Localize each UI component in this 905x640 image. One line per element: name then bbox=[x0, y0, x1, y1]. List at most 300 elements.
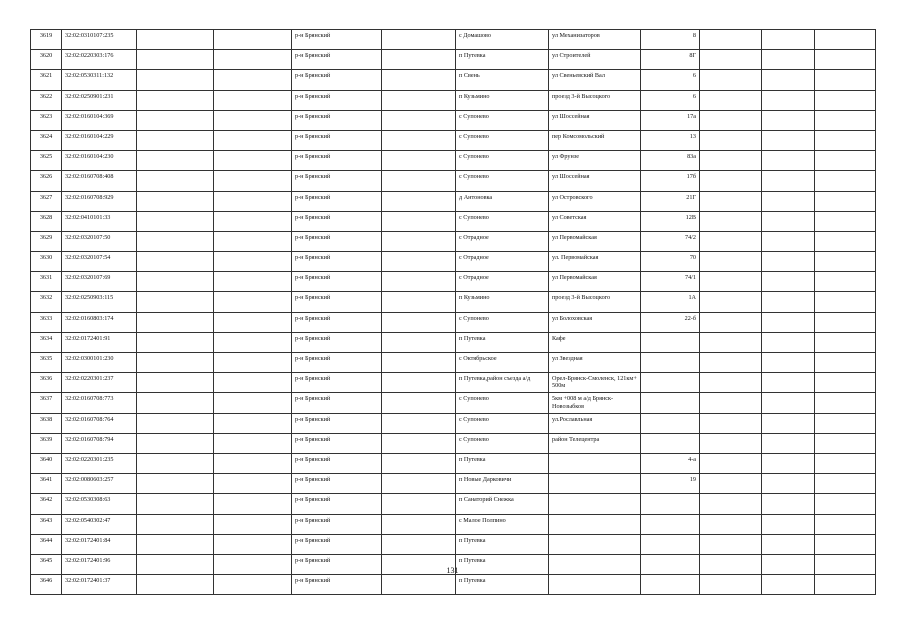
empty-cell bbox=[214, 373, 292, 393]
street-cell bbox=[549, 514, 641, 534]
empty-cell bbox=[137, 393, 214, 413]
empty-cell bbox=[700, 312, 762, 332]
empty-cell bbox=[762, 534, 815, 554]
district-cell: р-н Брянский bbox=[292, 534, 382, 554]
row-number-cell: 3643 bbox=[31, 514, 62, 534]
empty-cell bbox=[137, 474, 214, 494]
empty-cell bbox=[700, 231, 762, 251]
cadastral-number-cell: 32:02:0320107:69 bbox=[62, 272, 137, 292]
settlement-cell: с Супонево bbox=[456, 312, 549, 332]
cadastral-number-cell: 32:02:0160803:174 bbox=[62, 312, 137, 332]
district-cell: р-н Брянский bbox=[292, 332, 382, 352]
empty-cell bbox=[382, 353, 456, 373]
street-cell: ул Строителей bbox=[549, 50, 641, 70]
empty-cell bbox=[382, 110, 456, 130]
empty-cell bbox=[382, 332, 456, 352]
house-number-cell: 74/1 bbox=[641, 272, 700, 292]
table-row bbox=[31, 514, 876, 534]
empty-cell bbox=[700, 514, 762, 534]
cadastral-number-cell: 32:02:0220301:237 bbox=[62, 373, 137, 393]
house-number-cell bbox=[641, 433, 700, 453]
empty-cell bbox=[815, 332, 876, 352]
cadastral-number-cell: 32:02:0172401:84 bbox=[62, 534, 137, 554]
empty-cell bbox=[700, 534, 762, 554]
row-number-cell: 3619 bbox=[31, 30, 62, 50]
empty-cell bbox=[214, 171, 292, 191]
table-row bbox=[31, 292, 876, 312]
district-cell: р-н Брянский bbox=[292, 50, 382, 70]
empty-cell bbox=[815, 312, 876, 332]
district-cell: р-н Брянский bbox=[292, 494, 382, 514]
empty-cell bbox=[382, 494, 456, 514]
empty-cell bbox=[700, 453, 762, 473]
empty-cell bbox=[762, 413, 815, 433]
empty-cell bbox=[700, 151, 762, 171]
empty-cell bbox=[815, 494, 876, 514]
empty-cell bbox=[700, 90, 762, 110]
street-cell: ул Болоховская bbox=[549, 312, 641, 332]
empty-cell bbox=[137, 373, 214, 393]
empty-cell bbox=[762, 272, 815, 292]
settlement-cell: с Отрадное bbox=[456, 272, 549, 292]
district-cell: р-н Брянский bbox=[292, 272, 382, 292]
empty-cell bbox=[382, 171, 456, 191]
cadastral-number-cell: 32:02:0540302:47 bbox=[62, 514, 137, 534]
settlement-cell: п Свень bbox=[456, 70, 549, 90]
empty-cell bbox=[137, 272, 214, 292]
empty-cell bbox=[382, 130, 456, 150]
empty-cell bbox=[382, 70, 456, 90]
street-cell: ул Звездная bbox=[549, 353, 641, 373]
empty-cell bbox=[137, 50, 214, 70]
row-number-cell: 3641 bbox=[31, 474, 62, 494]
empty-cell bbox=[700, 50, 762, 70]
empty-cell bbox=[214, 90, 292, 110]
cadastral-number-cell: 32:02:0160708:929 bbox=[62, 191, 137, 211]
district-cell: р-н Брянский bbox=[292, 393, 382, 413]
empty-cell bbox=[214, 130, 292, 150]
empty-cell bbox=[214, 50, 292, 70]
empty-cell bbox=[382, 272, 456, 292]
cadastral-number-cell: 32:02:0310107:235 bbox=[62, 30, 137, 50]
row-number-cell: 3620 bbox=[31, 50, 62, 70]
table-row bbox=[31, 151, 876, 171]
settlement-cell: с Октябрьское bbox=[456, 353, 549, 373]
settlement-cell: д Антоновка bbox=[456, 191, 549, 211]
empty-cell bbox=[700, 575, 762, 595]
empty-cell bbox=[762, 90, 815, 110]
empty-cell bbox=[137, 534, 214, 554]
empty-cell bbox=[762, 393, 815, 413]
empty-cell bbox=[815, 575, 876, 595]
empty-cell bbox=[214, 211, 292, 231]
empty-cell bbox=[214, 252, 292, 272]
empty-cell bbox=[700, 171, 762, 191]
street-cell bbox=[549, 534, 641, 554]
row-number-cell: 3640 bbox=[31, 453, 62, 473]
empty-cell bbox=[214, 413, 292, 433]
district-cell: р-н Брянский bbox=[292, 90, 382, 110]
empty-cell bbox=[137, 413, 214, 433]
row-number-cell: 3636 bbox=[31, 373, 62, 393]
empty-cell bbox=[762, 70, 815, 90]
district-cell: р-н Брянский bbox=[292, 474, 382, 494]
table-row bbox=[31, 433, 876, 453]
row-number-cell: 3627 bbox=[31, 191, 62, 211]
empty-cell bbox=[137, 353, 214, 373]
district-cell: р-н Брянский bbox=[292, 191, 382, 211]
empty-cell bbox=[382, 373, 456, 393]
settlement-cell: п Новые Дарковичи bbox=[456, 474, 549, 494]
settlement-cell: п Кузьмино bbox=[456, 292, 549, 312]
cadastral-number-cell: 32:02:0160104:230 bbox=[62, 151, 137, 171]
empty-cell bbox=[137, 252, 214, 272]
empty-cell bbox=[137, 191, 214, 211]
table-row bbox=[31, 70, 876, 90]
empty-cell bbox=[762, 231, 815, 251]
table-row bbox=[31, 272, 876, 292]
empty-cell bbox=[137, 514, 214, 534]
empty-cell bbox=[382, 231, 456, 251]
empty-cell bbox=[137, 211, 214, 231]
table-body bbox=[31, 30, 876, 595]
settlement-cell: с Супонево bbox=[456, 151, 549, 171]
table-row bbox=[31, 413, 876, 433]
street-cell: ул Шоссейная bbox=[549, 171, 641, 191]
street-cell: ул.Рославльная bbox=[549, 413, 641, 433]
empty-cell bbox=[214, 312, 292, 332]
table-row bbox=[31, 575, 876, 595]
street-cell bbox=[549, 453, 641, 473]
empty-cell bbox=[382, 514, 456, 534]
row-number-cell: 3635 bbox=[31, 353, 62, 373]
house-number-cell bbox=[641, 332, 700, 352]
district-cell: р-н Брянский bbox=[292, 171, 382, 191]
empty-cell bbox=[815, 171, 876, 191]
district-cell: р-н Брянский bbox=[292, 110, 382, 130]
table-row bbox=[31, 373, 876, 393]
house-number-cell: 83а bbox=[641, 151, 700, 171]
street-cell bbox=[549, 575, 641, 595]
district-cell: р-н Брянский bbox=[292, 292, 382, 312]
cadastral-number-cell: 32:02:0250903:115 bbox=[62, 292, 137, 312]
settlement-cell: с Домашово bbox=[456, 30, 549, 50]
empty-cell bbox=[382, 453, 456, 473]
cadastral-number-cell: 32:02:0530311:132 bbox=[62, 70, 137, 90]
row-number-cell: 3638 bbox=[31, 413, 62, 433]
house-number-cell bbox=[641, 534, 700, 554]
table-row bbox=[31, 353, 876, 373]
table-row bbox=[31, 494, 876, 514]
empty-cell bbox=[700, 494, 762, 514]
house-number-cell: 19 bbox=[641, 474, 700, 494]
district-cell: р-н Брянский bbox=[292, 575, 382, 595]
cadastral-number-cell: 32:02:0172401:96 bbox=[62, 554, 137, 574]
row-number-cell: 3622 bbox=[31, 90, 62, 110]
empty-cell bbox=[137, 110, 214, 130]
house-number-cell bbox=[641, 413, 700, 433]
empty-cell bbox=[815, 252, 876, 272]
empty-cell bbox=[700, 30, 762, 50]
house-number-cell: 8 bbox=[641, 30, 700, 50]
house-number-cell bbox=[641, 575, 700, 595]
district-cell: р-н Брянский bbox=[292, 231, 382, 251]
cadastral-number-cell: 32:02:0172401:37 bbox=[62, 575, 137, 595]
empty-cell bbox=[137, 30, 214, 50]
cadastral-number-cell: 32:02:0160104:369 bbox=[62, 110, 137, 130]
empty-cell bbox=[815, 191, 876, 211]
empty-cell bbox=[762, 30, 815, 50]
empty-cell bbox=[700, 130, 762, 150]
district-cell: р-н Брянский bbox=[292, 151, 382, 171]
empty-cell bbox=[214, 514, 292, 534]
house-number-cell: 21Г bbox=[641, 191, 700, 211]
street-cell: пер Комсомольский bbox=[549, 130, 641, 150]
street-cell: Кафе bbox=[549, 332, 641, 352]
house-number-cell: 13 bbox=[641, 130, 700, 150]
empty-cell bbox=[214, 453, 292, 473]
district-cell: р-н Брянский bbox=[292, 554, 382, 574]
empty-cell bbox=[815, 110, 876, 130]
table-row bbox=[31, 90, 876, 110]
row-number-cell: 3644 bbox=[31, 534, 62, 554]
house-number-cell bbox=[641, 353, 700, 373]
empty-cell bbox=[382, 191, 456, 211]
empty-cell bbox=[762, 575, 815, 595]
empty-cell bbox=[214, 30, 292, 50]
table-row bbox=[31, 252, 876, 272]
settlement-cell: п Путевка,район съезда а/д bbox=[456, 373, 549, 393]
empty-cell bbox=[815, 50, 876, 70]
row-number-cell: 3646 bbox=[31, 575, 62, 595]
cadastral-number-cell: 32:02:0250901:231 bbox=[62, 90, 137, 110]
cadastral-number-cell: 32:02:0160708:794 bbox=[62, 433, 137, 453]
empty-cell bbox=[700, 353, 762, 373]
settlement-cell: с Супонево bbox=[456, 110, 549, 130]
empty-cell bbox=[762, 110, 815, 130]
row-number-cell: 3629 bbox=[31, 231, 62, 251]
empty-cell bbox=[700, 292, 762, 312]
empty-cell bbox=[214, 433, 292, 453]
settlement-cell: п Путевка bbox=[456, 534, 549, 554]
district-cell: р-н Брянский bbox=[292, 252, 382, 272]
street-cell: проезд 3-й Высоцкого bbox=[549, 292, 641, 312]
cadastral-number-cell: 32:02:0530308:63 bbox=[62, 494, 137, 514]
empty-cell bbox=[137, 90, 214, 110]
empty-cell bbox=[762, 353, 815, 373]
empty-cell bbox=[382, 534, 456, 554]
row-number-cell: 3623 bbox=[31, 110, 62, 130]
cadastral-number-cell: 32:02:0160708:408 bbox=[62, 171, 137, 191]
empty-cell bbox=[137, 453, 214, 473]
table-row bbox=[31, 453, 876, 473]
empty-cell bbox=[382, 575, 456, 595]
street-cell bbox=[549, 474, 641, 494]
empty-cell bbox=[815, 70, 876, 90]
empty-cell bbox=[815, 453, 876, 473]
table-row bbox=[31, 474, 876, 494]
street-cell: ул Советская bbox=[549, 211, 641, 231]
empty-cell bbox=[382, 292, 456, 312]
settlement-cell: с Малое Полпино bbox=[456, 514, 549, 534]
empty-cell bbox=[815, 393, 876, 413]
empty-cell bbox=[214, 474, 292, 494]
table-row bbox=[31, 332, 876, 352]
table-row bbox=[31, 393, 876, 413]
street-cell: ул Шоссейная bbox=[549, 110, 641, 130]
empty-cell bbox=[214, 231, 292, 251]
street-cell bbox=[549, 494, 641, 514]
empty-cell bbox=[815, 130, 876, 150]
table-row bbox=[31, 50, 876, 70]
settlement-cell: с Супонево bbox=[456, 393, 549, 413]
empty-cell bbox=[815, 30, 876, 50]
row-number-cell: 3624 bbox=[31, 130, 62, 150]
street-cell: Орел-Брянск-Смоленск, 121км+ 500м bbox=[549, 373, 641, 393]
district-cell: р-н Брянский bbox=[292, 211, 382, 231]
house-number-cell: 74/2 bbox=[641, 231, 700, 251]
settlement-cell: с Супонево bbox=[456, 413, 549, 433]
empty-cell bbox=[762, 50, 815, 70]
house-number-cell: 70 bbox=[641, 252, 700, 272]
settlement-cell: п Путевка bbox=[456, 554, 549, 574]
house-number-cell bbox=[641, 514, 700, 534]
settlement-cell: с Отрадное bbox=[456, 252, 549, 272]
table-row bbox=[31, 231, 876, 251]
empty-cell bbox=[762, 494, 815, 514]
empty-cell bbox=[382, 393, 456, 413]
street-cell: ул. Первомайская bbox=[549, 252, 641, 272]
house-number-cell bbox=[641, 373, 700, 393]
empty-cell bbox=[214, 70, 292, 90]
empty-cell bbox=[137, 433, 214, 453]
settlement-cell: п Кузьмино bbox=[456, 90, 549, 110]
settlement-cell: п Санаторий Снежка bbox=[456, 494, 549, 514]
row-number-cell: 3634 bbox=[31, 332, 62, 352]
house-number-cell: 22-б bbox=[641, 312, 700, 332]
house-number-cell: 17а bbox=[641, 110, 700, 130]
empty-cell bbox=[762, 191, 815, 211]
empty-cell bbox=[762, 252, 815, 272]
settlement-cell: с Супонево bbox=[456, 171, 549, 191]
empty-cell bbox=[137, 312, 214, 332]
empty-cell bbox=[762, 373, 815, 393]
settlement-cell: п Путевка bbox=[456, 575, 549, 595]
street-cell: 5км +008 м а/д Брянск-Новозыбков bbox=[549, 393, 641, 413]
empty-cell bbox=[214, 534, 292, 554]
empty-cell bbox=[214, 353, 292, 373]
empty-cell bbox=[137, 575, 214, 595]
empty-cell bbox=[700, 191, 762, 211]
empty-cell bbox=[382, 312, 456, 332]
street-cell: ул Свеньевский Вал bbox=[549, 70, 641, 90]
settlement-cell: п Путевка bbox=[456, 50, 549, 70]
row-number-cell: 3626 bbox=[31, 171, 62, 191]
house-number-cell: 4-а bbox=[641, 453, 700, 473]
empty-cell bbox=[815, 353, 876, 373]
cadastral-number-cell: 32:02:0172401:91 bbox=[62, 332, 137, 352]
row-number-cell: 3637 bbox=[31, 393, 62, 413]
house-number-cell bbox=[641, 393, 700, 413]
empty-cell bbox=[700, 474, 762, 494]
cadastral-number-cell: 32:02:0320107:50 bbox=[62, 231, 137, 251]
cadastral-number-cell: 32:02:0300101:230 bbox=[62, 353, 137, 373]
cadastral-number-cell: 32:02:0220303:176 bbox=[62, 50, 137, 70]
empty-cell bbox=[137, 130, 214, 150]
district-cell: р-н Брянский bbox=[292, 312, 382, 332]
cadastral-number-cell: 32:02:0410101:33 bbox=[62, 211, 137, 231]
street-cell: проезд 3-й Высоцкого bbox=[549, 90, 641, 110]
table-row bbox=[31, 534, 876, 554]
empty-cell bbox=[762, 453, 815, 473]
empty-cell bbox=[815, 514, 876, 534]
page-number: 131 bbox=[446, 566, 459, 575]
row-number-cell: 3632 bbox=[31, 292, 62, 312]
registry-table bbox=[30, 29, 876, 595]
empty-cell bbox=[214, 272, 292, 292]
empty-cell bbox=[700, 332, 762, 352]
settlement-cell: с Отрадное bbox=[456, 231, 549, 251]
district-cell: р-н Брянский bbox=[292, 70, 382, 90]
empty-cell bbox=[382, 151, 456, 171]
empty-cell bbox=[762, 474, 815, 494]
house-number-cell: 8Г bbox=[641, 50, 700, 70]
empty-cell bbox=[762, 332, 815, 352]
empty-cell bbox=[382, 252, 456, 272]
empty-cell bbox=[700, 433, 762, 453]
street-cell: ул Первомайская bbox=[549, 272, 641, 292]
empty-cell bbox=[137, 332, 214, 352]
empty-cell bbox=[382, 474, 456, 494]
empty-cell bbox=[700, 70, 762, 90]
empty-cell bbox=[137, 292, 214, 312]
district-cell: р-н Брянский bbox=[292, 433, 382, 453]
street-cell: ул Островского bbox=[549, 191, 641, 211]
house-number-cell bbox=[641, 494, 700, 514]
street-cell: ул Фрунзе bbox=[549, 151, 641, 171]
table-row bbox=[31, 130, 876, 150]
empty-cell bbox=[214, 332, 292, 352]
empty-cell bbox=[700, 393, 762, 413]
empty-cell bbox=[382, 90, 456, 110]
row-number-cell: 3631 bbox=[31, 272, 62, 292]
cadastral-number-cell: 32:02:0080603:257 bbox=[62, 474, 137, 494]
district-cell: р-н Брянский bbox=[292, 353, 382, 373]
empty-cell bbox=[762, 130, 815, 150]
empty-cell bbox=[214, 575, 292, 595]
empty-cell bbox=[815, 231, 876, 251]
empty-cell bbox=[700, 252, 762, 272]
empty-cell bbox=[815, 211, 876, 231]
empty-cell bbox=[762, 514, 815, 534]
empty-cell bbox=[382, 413, 456, 433]
street-cell: район Телецентра bbox=[549, 433, 641, 453]
district-cell: р-н Брянский bbox=[292, 30, 382, 50]
empty-cell bbox=[815, 373, 876, 393]
empty-cell bbox=[762, 171, 815, 191]
settlement-cell: с Супонево bbox=[456, 211, 549, 231]
empty-cell bbox=[700, 373, 762, 393]
table-row bbox=[31, 30, 876, 50]
cadastral-number-cell: 32:02:0160708:773 bbox=[62, 393, 137, 413]
cadastral-number-cell: 32:02:0320107:54 bbox=[62, 252, 137, 272]
empty-cell bbox=[700, 413, 762, 433]
district-cell: р-н Брянский bbox=[292, 514, 382, 534]
empty-cell bbox=[137, 171, 214, 191]
row-number-cell: 3621 bbox=[31, 70, 62, 90]
table-row bbox=[31, 110, 876, 130]
street-cell: ул Механизаторов bbox=[549, 30, 641, 50]
